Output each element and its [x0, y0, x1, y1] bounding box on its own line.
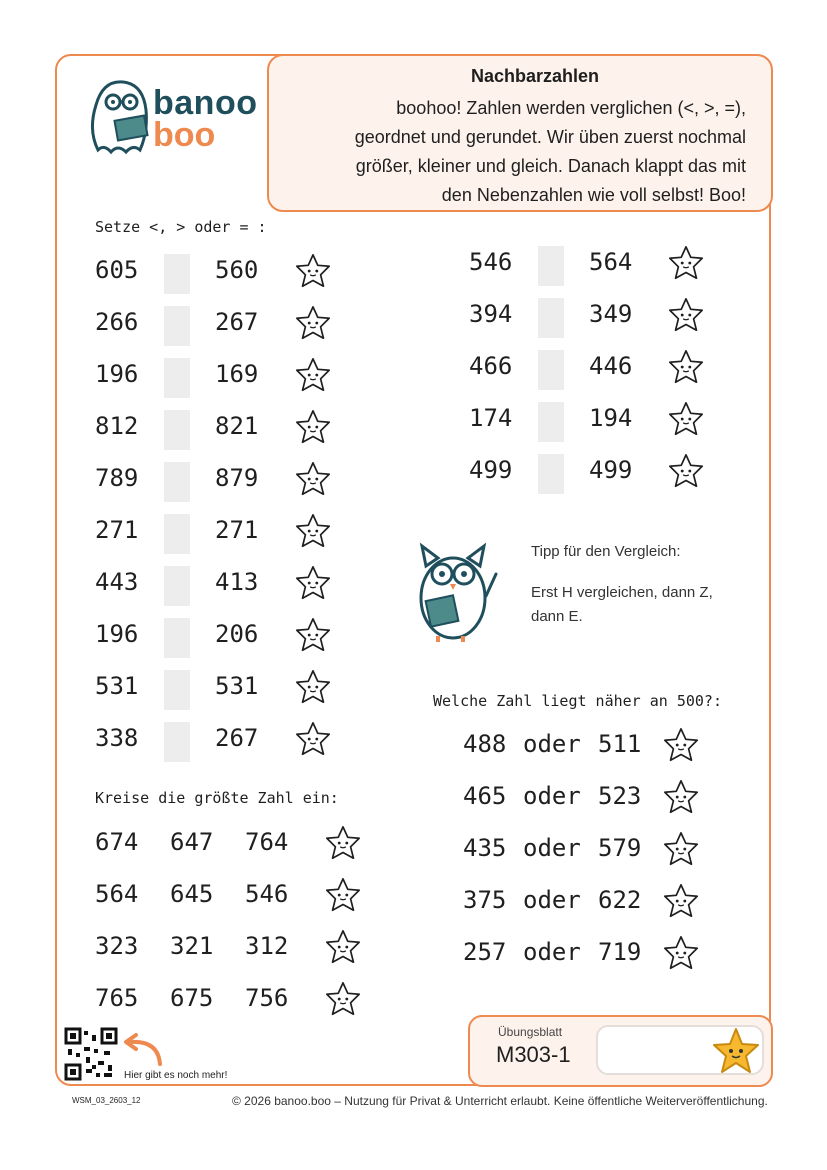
answer-box[interactable]	[538, 454, 564, 494]
logo-text-banoo: banoo	[153, 84, 258, 122]
arrow-icon	[120, 1032, 168, 1068]
number: 413	[215, 568, 259, 596]
star-icon	[294, 304, 332, 342]
number: 564	[95, 880, 139, 908]
owl-reading-icon	[408, 536, 508, 646]
answer-box[interactable]	[538, 298, 564, 338]
star-icon	[662, 882, 700, 920]
number: 764	[245, 828, 289, 856]
qr-caption: Hier gibt es noch mehr!	[124, 1070, 228, 1081]
star-icon	[324, 876, 362, 914]
star-icon	[667, 244, 705, 282]
answer-box[interactable]	[164, 514, 190, 554]
number: 443	[95, 568, 139, 596]
number: 499	[589, 456, 633, 484]
number: 435	[463, 834, 507, 862]
number: 675	[170, 984, 214, 1012]
answer-box[interactable]	[164, 566, 190, 606]
connector-text: oder	[523, 938, 581, 966]
number: 196	[95, 620, 139, 648]
intro-line: größer, kleiner und gleich. Danach klappt das mit	[355, 156, 746, 176]
number: 466	[469, 352, 513, 380]
number: 446	[589, 352, 633, 380]
number: 169	[215, 360, 259, 388]
number: 323	[95, 932, 139, 960]
intro-line: geordnet und gerundet. Wir üben zuerst nochmal	[354, 127, 746, 147]
number: 821	[215, 412, 259, 440]
number: 523	[598, 782, 642, 810]
answer-box[interactable]	[164, 462, 190, 502]
answer-box[interactable]	[538, 246, 564, 286]
number: 605	[95, 256, 139, 284]
number: 546	[469, 248, 513, 276]
number: 312	[245, 932, 289, 960]
worksheet-code: WSM_03_2603_12	[72, 1096, 141, 1105]
star-icon	[324, 980, 362, 1018]
number: 756	[245, 984, 289, 1012]
number: 560	[215, 256, 259, 284]
star-icon	[662, 726, 700, 764]
number: 812	[95, 412, 139, 440]
answer-box[interactable]	[164, 410, 190, 450]
number: 488	[463, 730, 507, 758]
number: 174	[469, 404, 513, 432]
intro-text	[290, 94, 746, 210]
star-icon	[662, 934, 700, 972]
star-icon	[294, 356, 332, 394]
qr-code-icon	[64, 1027, 118, 1081]
star-icon	[294, 512, 332, 550]
number: 206	[215, 620, 259, 648]
star-icon	[294, 252, 332, 290]
connector-text: oder	[523, 834, 581, 862]
tip-line: Erst H vergleichen, dann Z,	[531, 584, 713, 601]
star-icon	[662, 778, 700, 816]
star-icon	[667, 452, 705, 490]
ghost-logo-icon	[78, 70, 158, 160]
answer-box[interactable]	[164, 358, 190, 398]
star-icon	[294, 720, 332, 758]
number: 719	[598, 938, 642, 966]
number: 271	[95, 516, 139, 544]
number: 194	[589, 404, 633, 432]
compare-instruction: Setze <, > oder = :	[95, 218, 267, 236]
answer-box[interactable]	[164, 722, 190, 762]
star-icon	[294, 564, 332, 602]
star-icon	[324, 824, 362, 862]
gold-star-icon	[710, 1026, 762, 1076]
star-icon	[667, 348, 705, 386]
intro-line: boohoo! Zahlen werden verglichen (<, >, =),	[396, 98, 746, 118]
closer-instruction: Welche Zahl liegt näher an 500?:	[433, 692, 722, 710]
star-icon	[662, 830, 700, 868]
number: 267	[215, 724, 259, 752]
number: 579	[598, 834, 642, 862]
number: 267	[215, 308, 259, 336]
number: 879	[215, 464, 259, 492]
number: 765	[95, 984, 139, 1012]
number: 266	[95, 308, 139, 336]
answer-box[interactable]	[164, 306, 190, 346]
number: 789	[95, 464, 139, 492]
answer-box[interactable]	[538, 402, 564, 442]
connector-text: oder	[523, 730, 581, 758]
number: 511	[598, 730, 642, 758]
number: 564	[589, 248, 633, 276]
answer-box[interactable]	[164, 670, 190, 710]
number: 531	[215, 672, 259, 700]
number: 349	[589, 300, 633, 328]
number: 645	[170, 880, 214, 908]
answer-box[interactable]	[538, 350, 564, 390]
answer-box[interactable]	[164, 254, 190, 294]
star-icon	[324, 928, 362, 966]
number: 375	[463, 886, 507, 914]
worksheet-title: Nachbarzahlen	[470, 66, 600, 86]
number: 394	[469, 300, 513, 328]
intro-line: den Nebenzahlen wie voll selbst! Boo!	[441, 185, 746, 205]
connector-text: oder	[523, 782, 581, 810]
tip-line: dann E.	[531, 608, 583, 625]
number: 257	[463, 938, 507, 966]
star-icon	[294, 668, 332, 706]
number: 622	[598, 886, 642, 914]
star-icon	[294, 408, 332, 446]
largest-instruction: Kreise die größte Zahl ein:	[95, 789, 339, 807]
copyright: © 2026 banoo.boo – Nutzung für Privat & Unterricht erlaubt. Keine öffentliche Weiterveröffentlichung.	[232, 1094, 768, 1108]
number: 321	[170, 932, 214, 960]
number: 465	[463, 782, 507, 810]
tip-title: Tipp für den Vergleich:	[531, 543, 681, 560]
number: 271	[215, 516, 259, 544]
star-icon	[667, 296, 705, 334]
number: 674	[95, 828, 139, 856]
number: 531	[95, 672, 139, 700]
star-icon	[294, 460, 332, 498]
number: 647	[170, 828, 214, 856]
number: 546	[245, 880, 289, 908]
sheet-label: Übungsblatt	[498, 1025, 563, 1039]
star-icon	[294, 616, 332, 654]
logo-text-boo: boo	[153, 116, 216, 154]
star-icon	[667, 400, 705, 438]
answer-box[interactable]	[164, 618, 190, 658]
number: 499	[469, 456, 513, 484]
number: 338	[95, 724, 139, 752]
connector-text: oder	[523, 886, 581, 914]
number: 196	[95, 360, 139, 388]
sheet-id: M303-1	[496, 1042, 571, 1067]
